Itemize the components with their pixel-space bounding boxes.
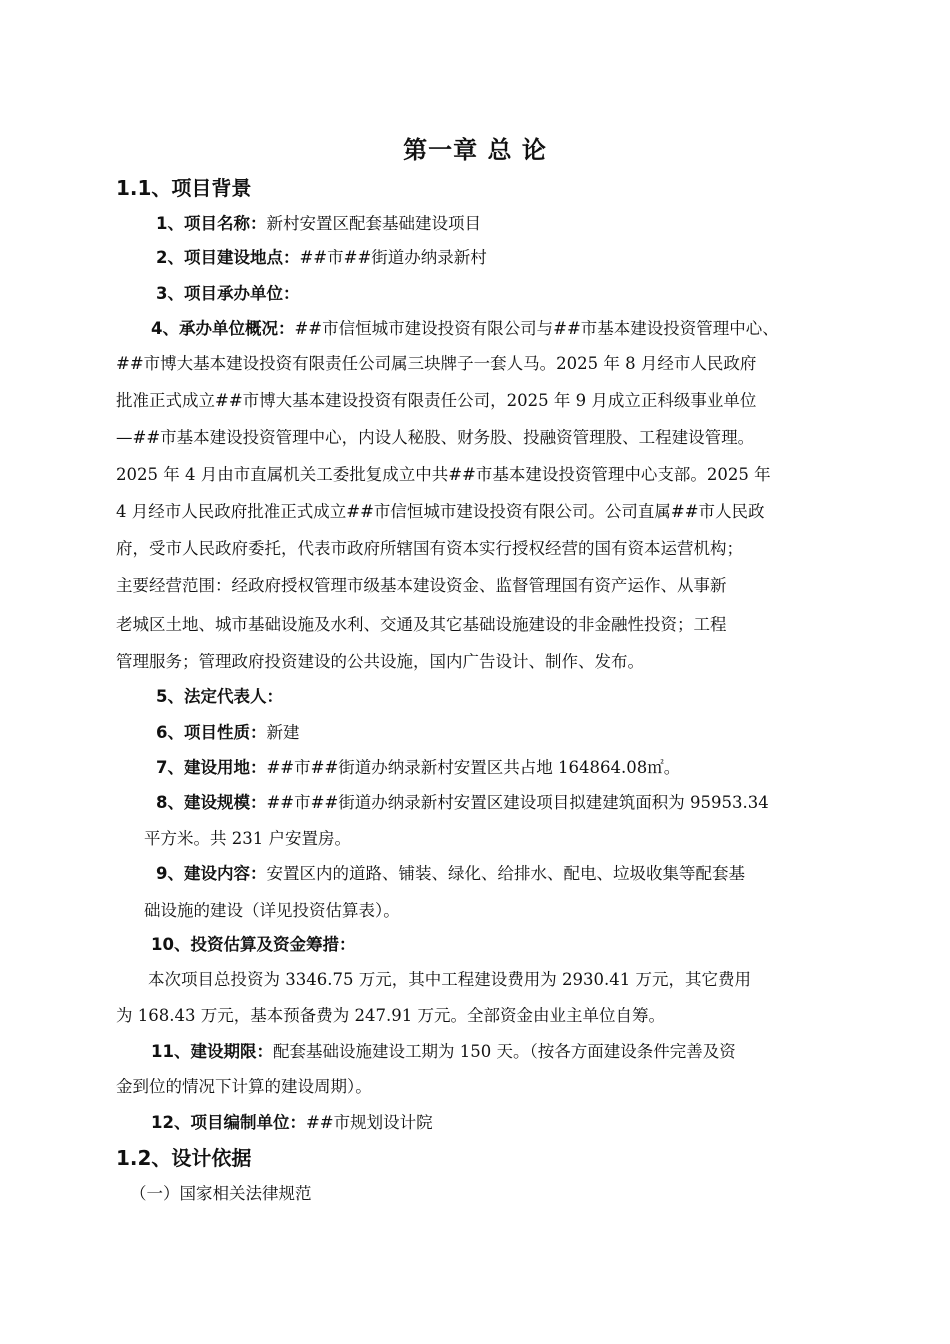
paragraph-line: 平方米。共 231 户安置房。 (144, 829, 351, 848)
item-label: 4、承办单位概况： (151, 319, 295, 338)
item-value: 新村安置区配套基础建设项目 (266, 214, 481, 233)
item-value: ##市规划设计院 (305, 1113, 433, 1132)
item-label: 10、投资估算及资金筹措： (151, 935, 356, 954)
item-label: 11、建设期限： (151, 1042, 273, 1061)
item-label: 9、建设内容： (156, 864, 267, 883)
paragraph-line: 2025 年 4 月由市直属机关工委批复成立中共##市基本建设投资管理中心支部。2025 年 (116, 465, 771, 484)
item-legal-representative (156, 685, 283, 709)
paragraph-line: 府，受市人民政府委托，代表市政府所辖国有资本实行授权经营的国有资本运营机构； (116, 539, 743, 558)
item-label: 3、项目承办单位： (156, 284, 300, 303)
paragraph-line: 础设施的建设（详见投资估算表）。 (144, 901, 400, 920)
item-label: 2、项目建设地点： (156, 248, 300, 267)
item-land-use (156, 756, 680, 780)
paragraph-line: 金到位的情况下计算的建设周期）。 (116, 1077, 372, 1096)
paragraph-line: 4 月经市人民政府批准正式成立##市信恒城市建设投资有限公司。公司直属##市人民政 (116, 502, 765, 521)
item-project-name (156, 212, 481, 236)
item-project-location (156, 246, 487, 270)
item-value: ##市##街道办纳录新村安置区共占地 164864.08㎡。 (266, 758, 681, 777)
chapter-title: 第一章 总 论 (403, 136, 547, 164)
item-label: 7、建设用地： (156, 758, 267, 777)
item-construction-scale (156, 791, 769, 815)
item-construction-period (151, 1040, 736, 1064)
paragraph-line: —##市基本建设投资管理中心，内设人秘股、财务股、投融资管理股、工程建设管理。 (116, 428, 755, 447)
paragraph-line: 主要经营范围：经政府授权管理市级基本建设资金、监督管理国有资产运作、从事新 (116, 576, 727, 595)
paragraph-line: 本次项目总投资为 3346.75 万元，其中工程建设费用为 2930.41 万元，其它费用 (148, 970, 751, 989)
item-construction-content (156, 862, 745, 886)
paragraph-line: 配套基础设施建设工期为 150 天。（按各方面建设条件完善及资 (272, 1042, 736, 1061)
paragraph-line: ##市##街道办纳录新村安置区建设项目拟建建筑面积为 95953.34 (266, 793, 769, 812)
item-compiling-unit (151, 1111, 433, 1135)
item-label: 12、项目编制单位： (151, 1113, 306, 1132)
paragraph-line: 管理服务；管理政府投资建设的公共设施，国内广告设计、制作、发布。 (116, 652, 644, 671)
paragraph-line: ##市信恒城市建设投资有限公司与##市基本建设投资管理中心、 (294, 319, 779, 338)
paragraph-line: 批准正式成立##市博大基本建设投资有限责任公司，2025 年 9 月成立正科级事业单位 (116, 391, 757, 410)
item-project-nature (156, 721, 299, 745)
subsection-national-laws: （一）国家相关法律规范 (130, 1184, 312, 1203)
item-project-organizer (156, 282, 299, 306)
item-value: ##市##街道办纳录新村 (299, 248, 487, 267)
section-heading-1-2: 1.2、设计依据 (116, 1146, 252, 1170)
item-value: 新建 (266, 723, 300, 742)
item-label: 6、项目性质： (156, 723, 267, 742)
item-organizer-overview (151, 317, 779, 341)
paragraph-line: 为 168.43 万元，基本预备费为 247.91 万元。全部资金由业主单位自筹。 (116, 1006, 665, 1025)
paragraph-line: ##市博大基本建设投资有限责任公司属三块牌子一套人马。2025 年 8 月经市人民政府 (116, 354, 757, 373)
item-label: 8、建设规模： (156, 793, 267, 812)
paragraph-line: 安置区内的道路、铺装、绿化、给排水、配电、垃圾收集等配套基 (266, 864, 745, 883)
paragraph-line: 老城区土地、城市基础设施及水利、交通及其它基础设施建设的非金融性投资；工程 (116, 615, 727, 634)
item-label: 5、法定代表人： (156, 687, 283, 706)
item-label: 1、项目名称： (156, 214, 267, 233)
section-heading-1-1: 1.1、项目背景 (116, 176, 252, 200)
item-investment-estimate (151, 933, 355, 957)
